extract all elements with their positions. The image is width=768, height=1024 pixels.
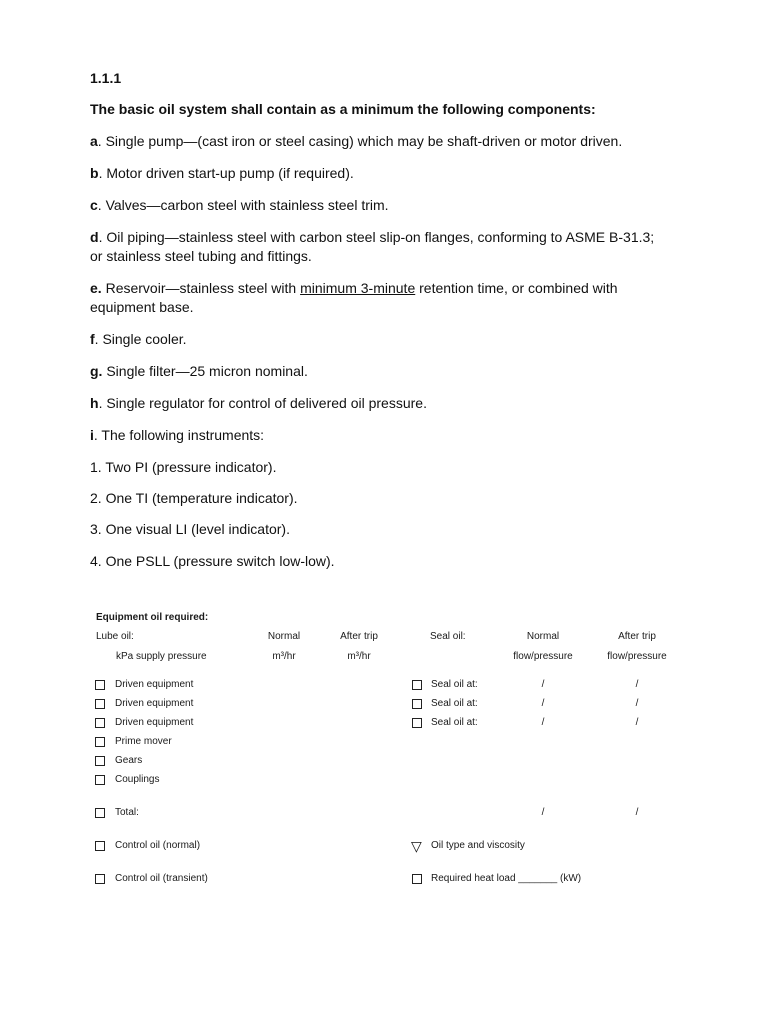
total-slash-normal: / (541, 807, 545, 818)
item-underline: minimum 3-minute (300, 280, 416, 296)
seal-slash-after-trip: / (635, 717, 639, 728)
section-number: 1.1.1 (90, 70, 122, 86)
item-d (90, 228, 654, 247)
oil-type-label: Oil type and viscosity (431, 840, 525, 851)
form-title: Equipment oil required: (96, 612, 209, 623)
seal-unit-normal: flow/pressure (513, 651, 573, 662)
heat-load-label: Required heat load _______ (kW) (431, 873, 582, 884)
col-seal-normal: Normal (526, 631, 560, 642)
col-normal: Normal (267, 631, 301, 642)
lube-row-label: Driven equipment (115, 679, 194, 690)
item-f (90, 330, 187, 349)
item-d-continued: or stainless steel tubing and fittings. (90, 248, 312, 264)
unit-after-trip: m³/hr (347, 651, 371, 662)
lube-row-label: Driven equipment (115, 698, 194, 709)
item-letter: e. (90, 280, 102, 296)
item-text: . Motor driven start-up pump (if required). (98, 165, 354, 181)
instrument-4: 4. One PSLL (pressure switch low-low). (90, 553, 335, 569)
item-letter: h (90, 395, 99, 411)
item-text: . Single regulator for control of delivered oil pressure. (98, 395, 427, 411)
driven-equipment-checkbox-1[interactable] (95, 680, 105, 690)
item-text: . Single pump—(cast iron or steel casing) which may be shaft-driven or motor driven. (97, 133, 623, 149)
instrument-3: 3. One visual LI (level indicator). (90, 521, 290, 537)
seal-oil-label: Seal oil: (430, 631, 466, 642)
control-oil-transient-label: Control oil (transient) (115, 873, 208, 884)
lube-row-label: Prime mover (115, 736, 172, 747)
col-seal-after-trip: After trip (618, 631, 656, 642)
item-i (90, 426, 264, 445)
seal-slash-after-trip: / (635, 679, 639, 690)
item-b (90, 164, 354, 183)
total-checkbox[interactable] (95, 808, 105, 818)
driven-equipment-checkbox-2[interactable] (95, 699, 105, 709)
seal-row-label: Seal oil at: (431, 679, 478, 690)
seal-unit-after-trip: flow/pressure (607, 651, 667, 662)
item-letter: i (90, 427, 94, 443)
item-e-continued: equipment base. (90, 299, 194, 315)
item-letter: b (90, 165, 99, 181)
heat-load-checkbox[interactable] (412, 874, 422, 884)
seal-row-label: Seal oil at: (431, 698, 478, 709)
total-slash-after-trip: / (635, 807, 639, 818)
lube-row-label: Gears (115, 755, 143, 766)
gears-checkbox[interactable] (95, 756, 105, 766)
item-c (90, 196, 389, 215)
seal-oil-checkbox-3[interactable] (412, 718, 422, 728)
control-oil-normal-checkbox[interactable] (95, 841, 105, 851)
supply-pressure-label: kPa supply pressure (116, 651, 207, 662)
item-text: . Valves—carbon steel with stainless steel trim. (97, 197, 389, 213)
triangle-down-icon: ▽ (411, 838, 422, 854)
item-a (90, 132, 622, 151)
item-text: Reservoir—stainless steel with (101, 280, 301, 296)
item-text: Single filter—25 micron nominal. (102, 363, 308, 379)
seal-oil-checkbox-2[interactable] (412, 699, 422, 709)
total-label: Total: (115, 807, 139, 818)
couplings-checkbox[interactable] (95, 775, 105, 785)
item-e (90, 279, 618, 298)
item-letter: a (90, 133, 98, 149)
driven-equipment-checkbox-3[interactable] (95, 718, 105, 728)
prime-mover-checkbox[interactable] (95, 737, 105, 747)
item-text: . The following instruments: (93, 427, 265, 443)
seal-slash-after-trip: / (635, 698, 639, 709)
item-letter: f (90, 331, 95, 347)
heading: The basic oil system shall contain as a minimum the following components: (90, 101, 596, 117)
unit-normal: m³/hr (272, 651, 296, 662)
instrument-2: 2. One TI (temperature indicator). (90, 490, 298, 506)
lube-row-label: Couplings (115, 774, 160, 785)
item-text-post: retention time, or combined with (415, 280, 618, 296)
item-h (90, 394, 427, 413)
lube-oil-label: Lube oil: (96, 631, 134, 642)
control-oil-transient-checkbox[interactable] (95, 874, 105, 884)
lube-row-label: Driven equipment (115, 717, 194, 728)
item-g (90, 362, 308, 381)
control-oil-normal-label: Control oil (normal) (115, 840, 201, 851)
item-letter: g. (90, 363, 103, 379)
item-letter: d (90, 229, 99, 245)
seal-slash-normal: / (541, 717, 545, 728)
col-after-trip: After trip (340, 631, 378, 642)
instrument-1: 1. Two PI (pressure indicator). (90, 459, 277, 475)
seal-slash-normal: / (541, 698, 545, 709)
seal-slash-normal: / (541, 679, 545, 690)
seal-oil-checkbox-1[interactable] (412, 680, 422, 690)
seal-row-label: Seal oil at: (431, 717, 478, 728)
item-letter: c (90, 197, 98, 213)
item-text: . Single cooler. (94, 331, 187, 347)
item-text: . Oil piping—stainless steel with carbon steel slip-on flanges, conforming to ASME B-31.3; (98, 229, 655, 245)
